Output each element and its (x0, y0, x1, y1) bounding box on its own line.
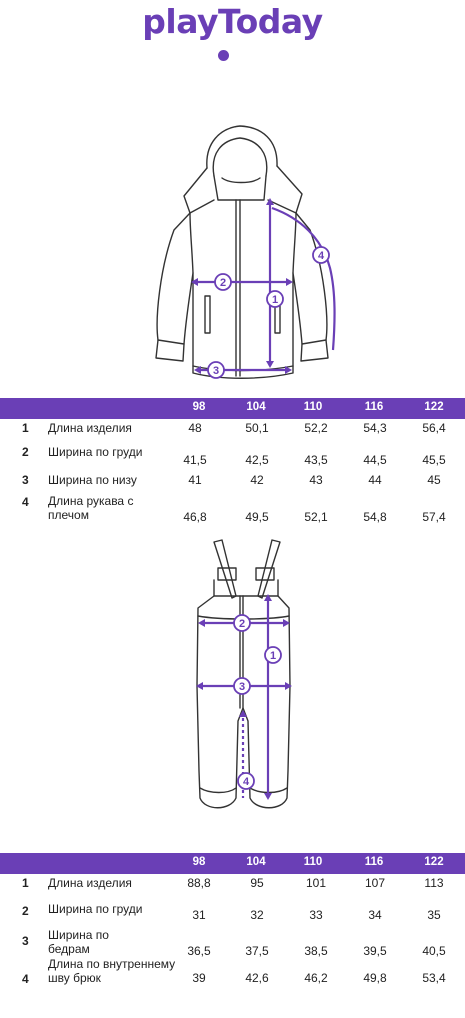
jacket-marker-2: 2 (219, 277, 227, 289)
pants-size-table (0, 853, 465, 1018)
row-value: 45 (427, 473, 441, 487)
row-number: 2 (22, 445, 29, 459)
pants-marker-3: 3 (238, 681, 246, 693)
row-value: 88,8 (187, 876, 211, 890)
row-value: 43,5 (304, 453, 328, 467)
row-value: 41,5 (183, 453, 207, 467)
row-value: 57,4 (422, 510, 446, 524)
row-value: 42,6 (245, 971, 269, 985)
row-value: 53,4 (422, 971, 446, 985)
jacket-table-header (0, 398, 465, 419)
row-value: 38,5 (304, 944, 328, 958)
row-value: 37,5 (245, 944, 269, 958)
row-value: 101 (305, 876, 327, 890)
row-number: 1 (22, 876, 29, 890)
size-header: 122 (424, 856, 444, 868)
row-label: Ширина по груди (48, 902, 143, 916)
size-header: 104 (246, 401, 266, 413)
row-value: 41 (188, 473, 202, 487)
row-value: 44,5 (363, 453, 387, 467)
row-value: 39,5 (363, 944, 387, 958)
pants-drawing (0, 536, 465, 836)
row-value: 44 (368, 473, 382, 487)
size-header: 110 (303, 856, 323, 868)
row-value: 54,3 (363, 421, 387, 435)
row-value: 42 (250, 473, 264, 487)
row-number: 4 (22, 495, 29, 509)
row-value: 49,5 (245, 510, 269, 524)
logo-dot (218, 50, 229, 61)
row-value: 32 (250, 908, 264, 922)
size-header: 122 (424, 401, 444, 413)
row-value: 33 (309, 908, 323, 922)
jacket-marker-4: 4 (317, 250, 325, 262)
size-header: 98 (192, 856, 206, 868)
brand-logo (0, 2, 465, 41)
row-label: Длина изделия (48, 876, 132, 890)
row-label: Длина изделия (48, 421, 132, 435)
row-value: 107 (364, 876, 386, 890)
row-value: 42,5 (245, 453, 269, 467)
row-value: 46,2 (304, 971, 328, 985)
row-value: 48 (188, 421, 202, 435)
row-value: 39 (192, 971, 206, 985)
pants-marker-2: 2 (238, 618, 246, 630)
row-value: 43 (309, 473, 323, 487)
row-value: 31 (192, 908, 206, 922)
size-header: 98 (192, 401, 206, 413)
size-header: 104 (246, 856, 266, 868)
row-label: Ширина по груди (48, 445, 143, 459)
row-value: 36,5 (187, 944, 211, 958)
table-row (0, 922, 465, 960)
table-row (0, 443, 465, 467)
table-row (0, 957, 465, 1018)
brand-name: playToday (142, 2, 323, 41)
row-value: 52,2 (304, 421, 328, 435)
jacket-marker-3: 3 (212, 365, 220, 377)
row-value: 95 (250, 876, 264, 890)
jacket-drawing (0, 118, 465, 386)
table-row (0, 419, 465, 443)
row-value: 56,4 (422, 421, 446, 435)
table-row (0, 467, 465, 489)
size-header: 116 (364, 856, 384, 868)
table-row (0, 898, 465, 922)
size-header: 116 (364, 401, 384, 413)
row-number: 2 (22, 904, 29, 918)
row-number: 3 (22, 934, 29, 948)
row-value: 34 (368, 908, 382, 922)
row-number: 4 (22, 972, 29, 986)
table-row (0, 874, 465, 898)
row-value: 45,5 (422, 453, 446, 467)
pants-marker-1: 1 (269, 650, 277, 662)
row-value: 46,8 (183, 510, 207, 524)
row-value: 49,8 (363, 971, 387, 985)
row-value: 52,1 (304, 510, 328, 524)
row-number: 3 (22, 473, 29, 487)
row-value: 50,1 (245, 421, 269, 435)
size-header: 110 (303, 401, 323, 413)
row-value: 113 (424, 876, 444, 890)
jacket-size-table (0, 398, 465, 529)
row-label: Ширина по бедрам (48, 928, 109, 956)
table-row (0, 489, 465, 529)
row-label: Длина по внутреннему шву брюк (48, 957, 176, 985)
row-number: 1 (22, 421, 29, 435)
pants-marker-4: 4 (242, 776, 250, 788)
row-value: 35 (427, 908, 441, 922)
row-value: 54,8 (363, 510, 387, 524)
row-label: Ширина по низу (48, 473, 137, 487)
row-label: Длина рукава с плечом (48, 494, 134, 522)
jacket-marker-1: 1 (271, 294, 279, 306)
row-value: 40,5 (422, 944, 446, 958)
pants-table-header (0, 853, 465, 874)
